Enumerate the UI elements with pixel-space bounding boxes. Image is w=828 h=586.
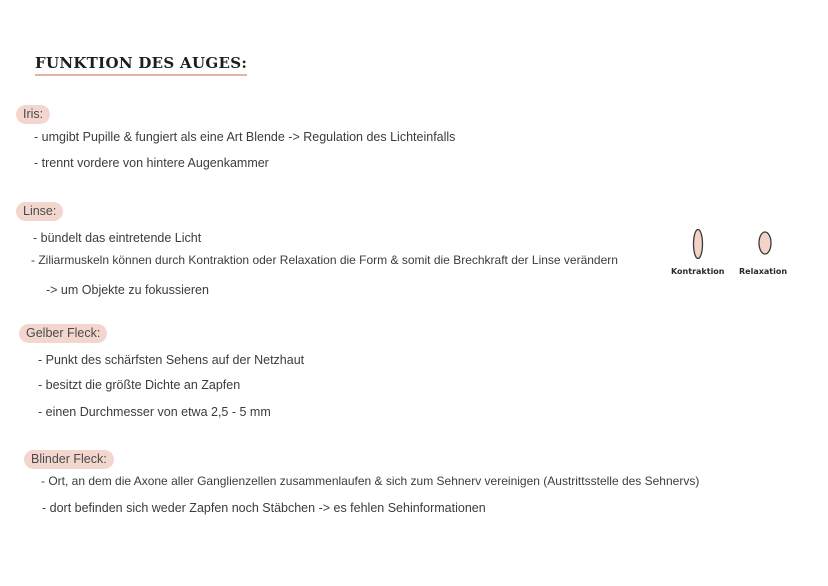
blinder-fleck-line-1: - Ort, an dem die Axone aller Ganglienzellen zusammenlaufen & sich zum Sehnerv vereinigen (Austrittsstelle des Sehnervs) — [41, 474, 700, 488]
lens-relaxation-shape — [757, 229, 773, 257]
linse-line-3: -> um Objekte zu fokussieren — [46, 283, 209, 297]
page-title: FUNKTION DES AUGES: — [35, 54, 247, 76]
blinder-fleck-line-2: - dort befinden sich weder Zapfen noch Stäbchen -> es fehlen Sehinformationen — [42, 501, 486, 515]
lens-contraction-shape — [691, 227, 705, 261]
section-heading-blinder-fleck: Blinder Fleck: — [24, 450, 114, 469]
gelber-fleck-line-2: - besitzt die größte Dichte an Zapfen — [38, 378, 241, 392]
gelber-fleck-line-1: - Punkt des schärfsten Sehens auf der Netzhaut — [38, 353, 305, 367]
gelber-fleck-line-3: - einen Durchmesser von etwa 2,5 - 5 mm — [38, 405, 271, 419]
section-heading-gelber-fleck: Gelber Fleck: — [19, 324, 107, 343]
section-heading-linse: Linse: — [16, 202, 63, 221]
contraction-label: Kontraktion — [671, 267, 725, 276]
iris-line-2: - trennt vordere von hintere Augenkammer — [34, 156, 269, 170]
section-heading-iris: Iris: — [16, 105, 50, 124]
iris-line-1: - umgibt Pupille & fungiert als eine Art Blende -> Regulation des Lichteinfalls — [34, 130, 456, 144]
linse-line-2: - Ziliarmuskeln können durch Kontraktion oder Relaxation die Form & somit die Brechkraft der Linse verändern — [31, 253, 618, 267]
relaxation-label: Relaxation — [739, 267, 788, 276]
linse-line-1: - bündelt das eintretende Licht — [33, 231, 202, 245]
